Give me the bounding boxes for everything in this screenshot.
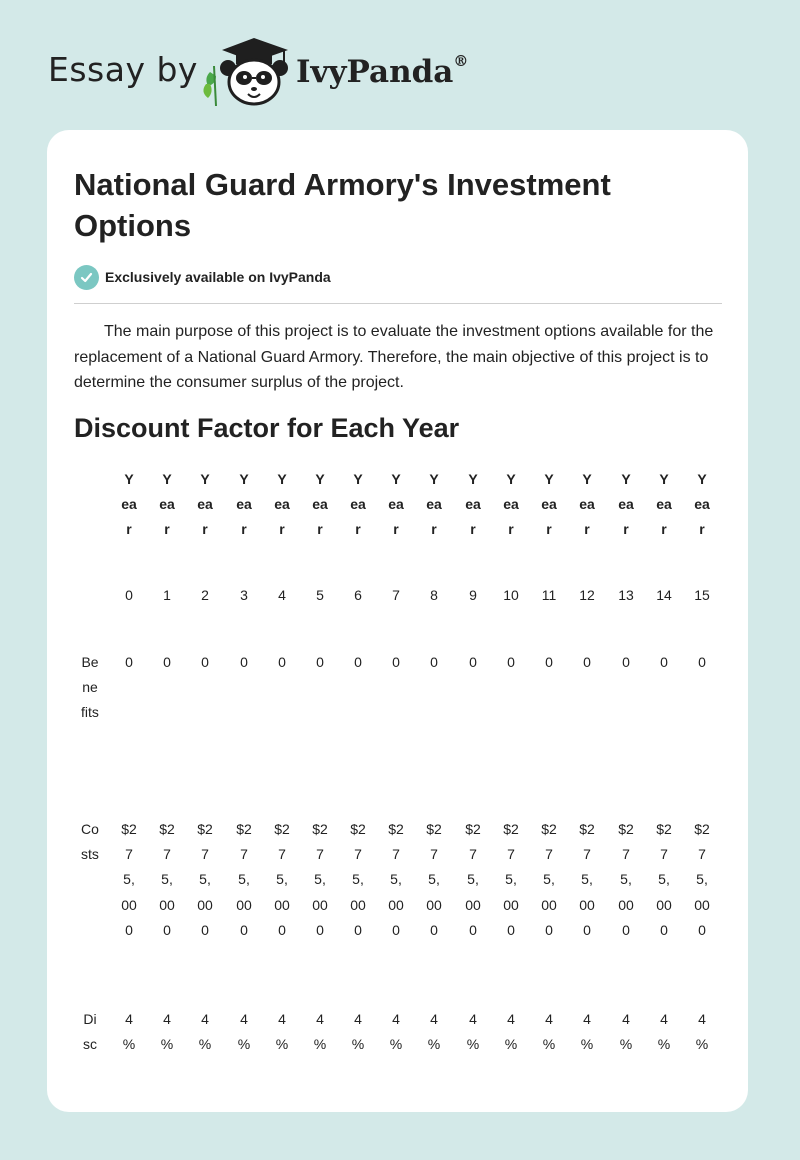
table-year-cell: 0 bbox=[125, 587, 133, 603]
table-cell: $275,000 bbox=[197, 821, 213, 938]
table-cell: 0 bbox=[163, 654, 171, 670]
table-year-cell: 9 bbox=[469, 587, 477, 603]
table-cell: 4% bbox=[580, 1011, 594, 1053]
article-card bbox=[47, 130, 748, 1112]
table-cell: 4% bbox=[504, 1011, 518, 1053]
section-heading: Discount Factor for Each Year bbox=[74, 413, 460, 443]
table-cell: 0 bbox=[430, 654, 438, 670]
table-cell: $275,000 bbox=[465, 821, 481, 938]
table-cell: 4% bbox=[389, 1011, 403, 1053]
table-header-cell: Year bbox=[656, 471, 672, 538]
table-year-cell: 12 bbox=[579, 587, 595, 603]
table-cell: 0 bbox=[545, 654, 553, 670]
brand-name bbox=[296, 54, 468, 90]
table-year-cell: 5 bbox=[316, 587, 324, 603]
table-cell: 0 bbox=[660, 654, 668, 670]
table-cell: 4% bbox=[160, 1011, 174, 1053]
table-cell: $275,000 bbox=[541, 821, 557, 938]
table-cell: 4% bbox=[466, 1011, 480, 1053]
table-row-label: Benefits bbox=[81, 654, 99, 721]
table-header-cell: Year bbox=[197, 471, 213, 538]
table-header-cell: Year bbox=[388, 471, 404, 538]
table-cell: 0 bbox=[583, 654, 591, 670]
table-year-cell: 3 bbox=[240, 587, 248, 603]
table-year-cell: 6 bbox=[354, 587, 362, 603]
table-cell: 4% bbox=[427, 1011, 441, 1053]
exclusive-label: Exclusively available on IvyPanda bbox=[105, 269, 331, 285]
table-year-cell: 8 bbox=[430, 587, 438, 603]
intro-paragraph: The main purpose of this project is to evaluate the investment options available for the replacement of a National Guard Armory. Therefore, the main objective of this project is to determine the consumer surplus of the project. bbox=[74, 323, 714, 391]
exclusive-badge bbox=[74, 263, 331, 291]
table-cell: 4% bbox=[542, 1011, 556, 1053]
table-header-cell: Year bbox=[579, 471, 595, 538]
table-cell: 0 bbox=[354, 654, 362, 670]
table-cell: $275,000 bbox=[656, 821, 672, 938]
brand-name-text: IvyPanda bbox=[296, 54, 454, 90]
table-cell: $275,000 bbox=[274, 821, 290, 938]
table-header-cell: Year bbox=[541, 471, 557, 538]
table-cell: 4% bbox=[198, 1011, 212, 1053]
table-cell: 0 bbox=[698, 654, 706, 670]
table-cell: $275,000 bbox=[694, 821, 710, 938]
table-year-cell: 14 bbox=[656, 587, 672, 603]
table-cell: 0 bbox=[507, 654, 515, 670]
table-header-cell: Year bbox=[121, 471, 137, 538]
table-cell: $275,000 bbox=[388, 821, 404, 938]
brand-prefix: Essay by bbox=[48, 50, 198, 89]
table-cell: 4% bbox=[237, 1011, 251, 1053]
table-cell: 0 bbox=[469, 654, 477, 670]
checkmark-icon bbox=[74, 265, 99, 290]
table-cell: $275,000 bbox=[618, 821, 634, 938]
table-year-cell: 2 bbox=[201, 587, 209, 603]
table-header-cell: Year bbox=[503, 471, 519, 538]
table-cell: 4% bbox=[313, 1011, 327, 1053]
table-year-cell: 1 bbox=[163, 587, 171, 603]
table-cell: 0 bbox=[201, 654, 209, 670]
table-row-label: Costs bbox=[81, 821, 99, 863]
table-cell: 4% bbox=[122, 1011, 136, 1053]
table-year-cell: 7 bbox=[392, 587, 400, 603]
panda-logo-icon bbox=[200, 36, 295, 108]
table-cell: 0 bbox=[622, 654, 630, 670]
table-year-cell: 11 bbox=[541, 587, 557, 603]
table-cell: 4% bbox=[351, 1011, 365, 1053]
table-cell: 4% bbox=[695, 1011, 709, 1053]
registered-mark: ® bbox=[453, 52, 469, 70]
table-cell: 0 bbox=[240, 654, 248, 670]
table-cell: $275,000 bbox=[503, 821, 519, 938]
table-header-cell: Year bbox=[694, 471, 710, 538]
table-header-cell: Year bbox=[236, 471, 252, 538]
table-cell: 4% bbox=[657, 1011, 671, 1053]
table-header-cell: Year bbox=[426, 471, 442, 538]
table-cell: $275,000 bbox=[159, 821, 175, 938]
table-header-cell: Year bbox=[274, 471, 290, 538]
table-header-cell: Year bbox=[350, 471, 366, 538]
table-header-cell: Year bbox=[618, 471, 634, 538]
table-header-cell: Year bbox=[465, 471, 481, 538]
table-cell: 0 bbox=[125, 654, 133, 670]
table-header-cell: Year bbox=[159, 471, 175, 538]
table-year-cell: 4 bbox=[278, 587, 286, 603]
table-cell: $275,000 bbox=[350, 821, 366, 938]
brand-header[interactable] bbox=[48, 40, 508, 110]
table-cell: $275,000 bbox=[121, 821, 137, 938]
table-row-label: Disc bbox=[83, 1011, 97, 1053]
table-cell: $275,000 bbox=[312, 821, 328, 938]
table-year-cell: 15 bbox=[694, 587, 710, 603]
table-cell: 0 bbox=[316, 654, 324, 670]
table-cell: $275,000 bbox=[426, 821, 442, 938]
table-cell: 0 bbox=[392, 654, 400, 670]
table-header-cell: Year bbox=[312, 471, 328, 538]
table-cell: $275,000 bbox=[236, 821, 252, 938]
divider bbox=[74, 303, 722, 304]
table-cell: 0 bbox=[278, 654, 286, 670]
table-cell: $275,000 bbox=[579, 821, 595, 938]
table-cell: 4% bbox=[275, 1011, 289, 1053]
table-cell: 4% bbox=[619, 1011, 633, 1053]
table-year-cell: 10 bbox=[503, 587, 519, 603]
table-year-cell: 13 bbox=[618, 587, 634, 603]
page-title: National Guard Armory's Investment Options bbox=[74, 167, 611, 243]
